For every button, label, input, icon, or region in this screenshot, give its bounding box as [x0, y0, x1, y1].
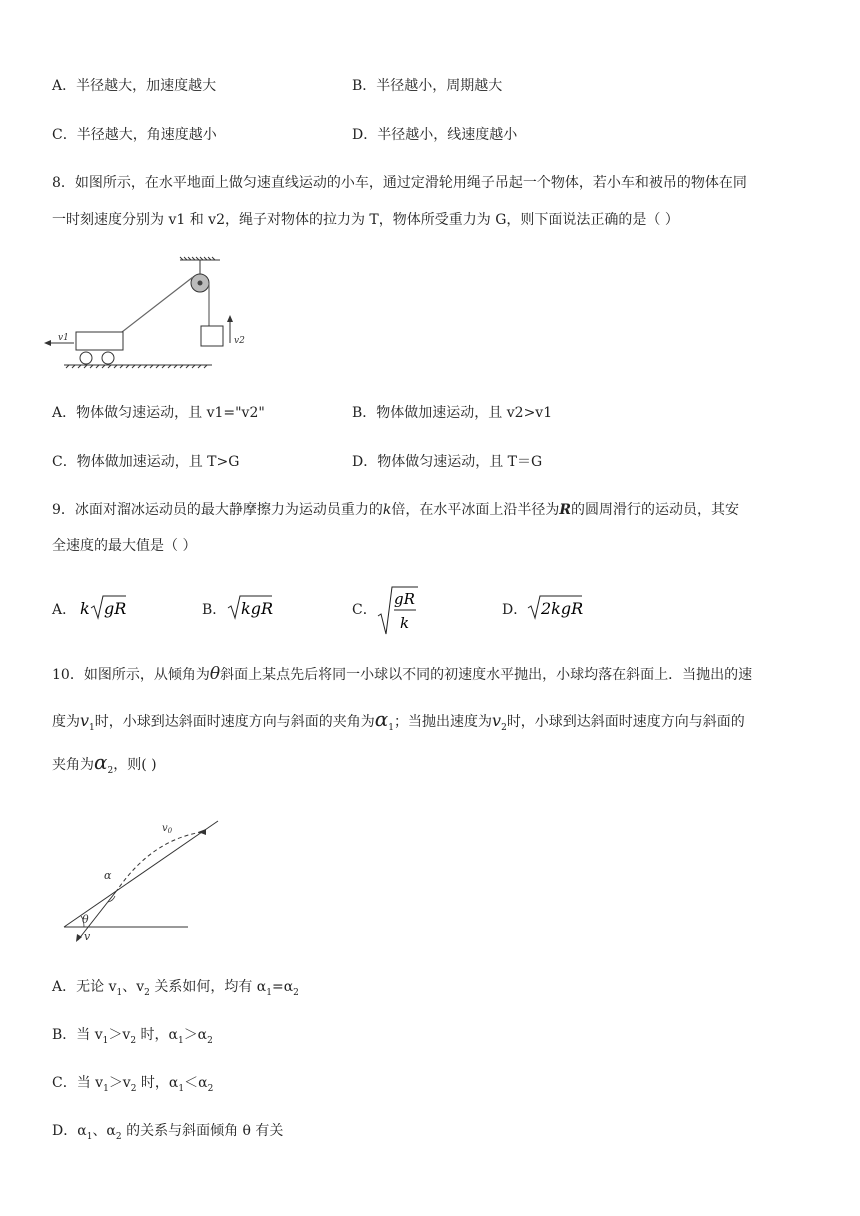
svg-text:k: k [80, 599, 90, 618]
v-label: v [84, 930, 91, 943]
alpha-label: α [104, 869, 112, 882]
q9-option-c-letter: C． [352, 602, 377, 618]
q10-stem-line1: 10．如图所示，从倾角为θ斜面上某点先后将同一小球以不同的初速度水平抛出，小球均落在斜面上．当抛出的速 [52, 664, 753, 684]
q9-option-a-letter: A． [52, 602, 77, 618]
q8-stem-line2: 一时刻速度分别为 v1 和 v2，绳子对物体的拉力为 T，物体所受重力为 G，则下面说法正确的是（ ） [52, 212, 679, 228]
v1-label: v1 [58, 333, 69, 343]
q10-option-d: D．$\alpha_1$、$\alpha_2$ 的关系与斜面倾角 θ 有关 [52, 1123, 284, 1142]
q9-option-b-letter: B． [202, 602, 227, 618]
q7-option-c: C．半径越大，角速度越小 [52, 127, 217, 143]
q8-option-b: B．物体做加速运动，且 v2>v1 [352, 405, 553, 421]
q8-figure [50, 255, 245, 375]
ground [64, 365, 212, 368]
q9-stem-line2: 全速度的最大值是（ ） [52, 538, 197, 554]
svg-text:k: k [400, 614, 410, 632]
q7-option-a: A．半径越大，加速度越大 [52, 78, 217, 94]
q9-stem-line1: 9．冰面对溜冰运动员的最大静摩擦力为运动员重力的k倍，在水平冰面上沿半径为R的圆周滑行的运动员，其安 [52, 502, 740, 518]
svg-text:gR: gR [394, 590, 415, 608]
q8-option-c: C．物体做加速运动，且 T>G [52, 454, 240, 470]
theta-label: θ [82, 913, 89, 926]
q9-option-b-formula [226, 592, 276, 622]
q8-option-a: A．物体做匀速运动，且 v1="v2" [52, 405, 265, 421]
q7-option-d: D．半径越小，线速度越小 [352, 127, 518, 143]
q9-option-c-formula [376, 584, 420, 636]
q10-figure [60, 815, 195, 945]
q10-stem-line3: 夹角为$\alpha_2$，则( ) [52, 750, 157, 776]
q9-option-a-formula [78, 592, 128, 622]
svg-text:gR: gR [104, 599, 127, 618]
cart-wheel-rear [80, 352, 92, 364]
q7-option-b: B．半径越小，周期越大 [352, 78, 503, 94]
q10-option-a: A．无论 $v_1$、$v_2$ 关系如何，均有 $\alpha_1=\alpha_2$ [52, 979, 299, 998]
incline-line [64, 821, 218, 927]
q8-stem-line1: 8．如图所示，在水平地面上做匀速直线运动的小车，通过定滑轮用绳子吊起一个物体，若小车和被吊的物体在同 [52, 175, 747, 191]
hanging-block [201, 326, 223, 346]
q8-option-d: D．物体做匀速运动，且 T＝G [352, 454, 543, 470]
q10-stem-line2: 度为$v_1$时，小球到达斜面时速度方向与斜面的夹角为$\alpha_1$；当抛出速度为$v_2$时，小球到达斜面时速度方向与斜面的 [52, 707, 745, 733]
v0-label: $v_0$ [162, 823, 173, 835]
v2-label: v2 [234, 336, 245, 346]
q9-option-d-letter: D． [502, 602, 528, 618]
q10-option-b: B．当 $v_1>v_2$ 时，$\alpha_1>\alpha_2$ [52, 1027, 213, 1046]
rope-to-cart [122, 277, 193, 332]
cart [76, 332, 123, 350]
svg-text:2kgR: 2kgR [541, 599, 584, 618]
q9-option-d-formula [526, 592, 586, 622]
svg-text:kgR: kgR [241, 599, 273, 618]
q10-option-c: C．当 $v_1>v_2$ 时，$\alpha_1<\alpha_2$ [52, 1075, 214, 1094]
cart-wheel-front [102, 352, 114, 364]
